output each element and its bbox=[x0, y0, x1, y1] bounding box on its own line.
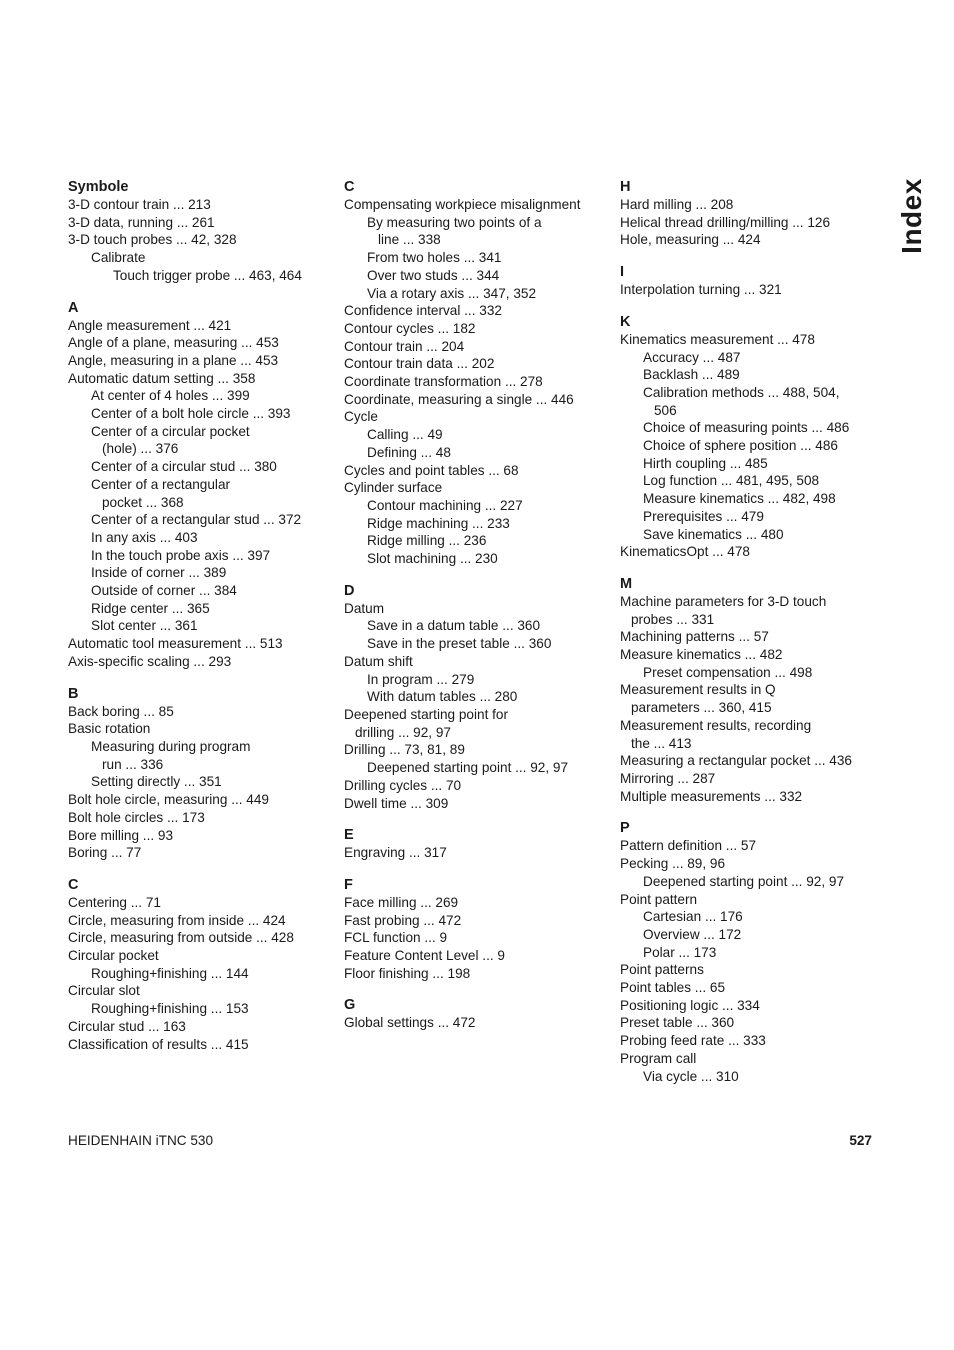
section-letter-heading: G bbox=[344, 997, 356, 1014]
index-subentry bbox=[620, 472, 888, 490]
index-entry bbox=[620, 593, 888, 628]
section-letter-heading: K bbox=[620, 313, 631, 330]
index-subentry bbox=[344, 617, 612, 635]
index-subentry bbox=[620, 455, 888, 473]
index-entry-continuation: run ... 336 bbox=[102, 756, 164, 772]
index-section bbox=[344, 826, 612, 862]
index-subentry bbox=[68, 529, 336, 547]
index-subentry bbox=[620, 873, 888, 891]
index-entry-text: Basic rotation bbox=[68, 721, 151, 737]
index-entry bbox=[68, 317, 336, 335]
index-entry-text: Preset compensation ... 498 bbox=[643, 664, 813, 680]
index-entry-text: Coordinate, measuring a single ... 446 bbox=[344, 391, 574, 407]
index-entry bbox=[620, 1014, 888, 1032]
index-subentry bbox=[620, 926, 888, 944]
index-entry bbox=[620, 331, 888, 349]
index-entry bbox=[68, 214, 336, 232]
index-entry-text: Circular stud ... 163 bbox=[68, 1018, 186, 1034]
index-entry bbox=[344, 795, 612, 813]
section-letter-heading: I bbox=[620, 264, 625, 281]
index-entry-text: Accuracy ... 487 bbox=[643, 349, 741, 365]
index-entry-text: At center of 4 holes ... 399 bbox=[91, 388, 250, 404]
index-entry-text: Backlash ... 489 bbox=[643, 367, 740, 383]
index-entry-text: Bolt hole circle, measuring ... 449 bbox=[68, 792, 269, 808]
index-entry-text: Measure kinematics ... 482, 498 bbox=[643, 491, 836, 507]
index-entry bbox=[620, 891, 888, 909]
index-subentry bbox=[68, 738, 336, 773]
index-entry bbox=[620, 788, 888, 806]
side-title-text: Index bbox=[896, 178, 927, 254]
index-entry-text: Mirroring ... 287 bbox=[620, 770, 716, 786]
index-subentry bbox=[68, 617, 336, 635]
index-entry bbox=[68, 929, 336, 947]
footer-page-number: 527 bbox=[849, 1133, 872, 1148]
index-entry-text: Choice of sphere position ... 486 bbox=[643, 438, 838, 454]
index-entry bbox=[344, 894, 612, 912]
section-letter-heading: M bbox=[620, 575, 633, 592]
index-section bbox=[344, 582, 612, 812]
index-subentry bbox=[344, 285, 612, 303]
index-column-1 bbox=[68, 178, 336, 1067]
index-entry bbox=[344, 462, 612, 480]
index-entry bbox=[620, 717, 888, 752]
index-subentry bbox=[620, 437, 888, 455]
index-entry bbox=[68, 370, 336, 388]
index-entry-text: Angle measurement ... 421 bbox=[68, 317, 232, 333]
index-entry-continuation: parameters ... 360, 415 bbox=[631, 700, 772, 716]
index-entry-text: Angle of a plane, measuring ... 453 bbox=[68, 335, 279, 351]
index-entry bbox=[68, 894, 336, 912]
index-entry-text: Save in the preset table ... 360 bbox=[367, 636, 552, 652]
index-entry-text: Bolt hole circles ... 173 bbox=[68, 809, 205, 825]
index-entry-text: Cylinder surface bbox=[344, 480, 443, 496]
index-entry bbox=[620, 770, 888, 788]
index-entry-text: Measuring a rectangular pocket ... 436 bbox=[620, 753, 852, 769]
index-entry-text: Circular pocket bbox=[68, 948, 159, 964]
index-entry bbox=[68, 912, 336, 930]
index-entry bbox=[620, 961, 888, 979]
index-subentry bbox=[68, 1000, 336, 1018]
index-section bbox=[620, 178, 888, 249]
index-subentry bbox=[344, 759, 612, 777]
index-entry bbox=[620, 1032, 888, 1050]
index-entry-text: Hole, measuring ... 424 bbox=[620, 232, 761, 248]
index-entry bbox=[620, 543, 888, 561]
index-entry-text: Cartesian ... 176 bbox=[643, 909, 743, 925]
index-entry bbox=[344, 373, 612, 391]
index-entry-text: Fast probing ... 472 bbox=[344, 912, 462, 928]
index-entry bbox=[344, 741, 612, 759]
index-entry-text: Boring ... 77 bbox=[68, 845, 142, 861]
index-entry bbox=[68, 334, 336, 352]
index-entry bbox=[344, 706, 612, 741]
index-subentry bbox=[68, 600, 336, 618]
index-entry-text: Polar ... 173 bbox=[643, 944, 717, 960]
section-letter-heading: E bbox=[344, 827, 354, 844]
index-entry-text: Contour train ... 204 bbox=[344, 338, 465, 354]
index-entry-text: Angle, measuring in a plane ... 453 bbox=[68, 352, 279, 368]
side-title bbox=[892, 180, 932, 252]
index-entry-text: Machining patterns ... 57 bbox=[620, 629, 769, 645]
index-entry-text: In the touch probe axis ... 397 bbox=[91, 547, 271, 563]
index-entry-text: Center of a circular stud ... 380 bbox=[91, 459, 277, 475]
section-letter-heading: F bbox=[344, 876, 353, 893]
index-entry bbox=[344, 391, 612, 409]
index-subentry bbox=[620, 908, 888, 926]
section-letter-heading: Symbole bbox=[68, 179, 129, 195]
index-subentry bbox=[620, 366, 888, 384]
index-section bbox=[68, 299, 336, 671]
index-entry-text: Interpolation turning ... 321 bbox=[620, 282, 782, 298]
index-subentry bbox=[68, 547, 336, 565]
index-entry bbox=[68, 791, 336, 809]
index-entry-text: Dwell time ... 309 bbox=[344, 795, 449, 811]
index-entry-text: In program ... 279 bbox=[367, 671, 475, 687]
index-entry bbox=[68, 809, 336, 827]
index-entry-text: Feature Content Level ... 9 bbox=[344, 948, 505, 964]
index-entry-text: Hirth coupling ... 485 bbox=[643, 455, 768, 471]
index-subentry bbox=[68, 564, 336, 582]
index-subentry bbox=[344, 267, 612, 285]
index-entry-continuation: line ... 338 bbox=[378, 232, 441, 248]
index-entry-text: Drilling ... 73, 81, 89 bbox=[344, 742, 465, 758]
section-letter-heading: A bbox=[68, 299, 79, 316]
index-subentry bbox=[344, 532, 612, 550]
index-entry bbox=[620, 979, 888, 997]
index-subentry bbox=[620, 349, 888, 367]
footer-product-name: HEIDENHAIN iTNC 530 bbox=[68, 1133, 214, 1148]
index-entry-text: Calling ... 49 bbox=[367, 427, 443, 443]
index-entry bbox=[620, 1050, 888, 1068]
index-entry bbox=[68, 1036, 336, 1054]
index-entry bbox=[620, 628, 888, 646]
index-section bbox=[68, 876, 336, 1053]
index-entry bbox=[344, 965, 612, 983]
index-entry bbox=[68, 352, 336, 370]
index-subentry bbox=[68, 423, 336, 458]
index-entry bbox=[620, 231, 888, 249]
index-entry-text: Circle, measuring from inside ... 424 bbox=[68, 912, 286, 928]
index-entry-text: In any axis ... 403 bbox=[91, 529, 198, 545]
index-entry-text: Kinematics measurement ... 478 bbox=[620, 331, 815, 347]
index-entry bbox=[68, 653, 336, 671]
index-entry-text: Pattern definition ... 57 bbox=[620, 838, 757, 854]
index-entry-text: Cycle bbox=[344, 409, 378, 425]
index-entry-text: Datum shift bbox=[344, 653, 413, 669]
index-entry bbox=[344, 777, 612, 795]
index-column-3 bbox=[620, 178, 888, 1099]
index-entry-text: Centering ... 71 bbox=[68, 894, 161, 910]
index-entry-text: Hard milling ... 208 bbox=[620, 197, 734, 212]
index-subentry bbox=[68, 476, 336, 511]
index-entry-text: Cycles and point tables ... 68 bbox=[344, 462, 519, 478]
index-subentry bbox=[620, 384, 888, 419]
index-subentry bbox=[344, 426, 612, 444]
index-subentry bbox=[68, 458, 336, 476]
index-subentry bbox=[344, 635, 612, 653]
index-entry-text: Positioning logic ... 334 bbox=[620, 997, 760, 1013]
index-subentry bbox=[68, 773, 336, 791]
index-entry-text: Roughing+finishing ... 153 bbox=[91, 1001, 249, 1017]
index-section bbox=[344, 996, 612, 1032]
index-section bbox=[344, 178, 612, 568]
index-entry-text: Center of a circular pocket bbox=[91, 423, 250, 439]
index-entry-text: Pecking ... 89, 96 bbox=[620, 856, 726, 872]
index-entry-text: Measuring during program bbox=[91, 738, 251, 754]
index-entry-text: Slot machining ... 230 bbox=[367, 551, 498, 567]
index-entry bbox=[68, 231, 336, 249]
index-subentry bbox=[344, 249, 612, 267]
index-entry bbox=[344, 338, 612, 356]
index-entry-text: Coordinate transformation ... 278 bbox=[344, 374, 543, 390]
index-entry bbox=[344, 196, 612, 214]
index-entry bbox=[68, 827, 336, 845]
index-section bbox=[620, 575, 888, 805]
index-entry-text: Contour train data ... 202 bbox=[344, 356, 495, 372]
index-entry-text: Face milling ... 269 bbox=[344, 894, 459, 910]
index-entry-text: Via cycle ... 310 bbox=[643, 1068, 739, 1084]
index-subentry bbox=[344, 671, 612, 689]
section-letter-heading: B bbox=[68, 685, 79, 702]
index-entry-text: Measurement results in Q bbox=[620, 682, 776, 698]
index-subentry bbox=[620, 508, 888, 526]
index-subentry bbox=[344, 444, 612, 462]
index-entry-text: Deepened starting point ... 92, 97 bbox=[367, 760, 569, 776]
index-entry-text: Slot center ... 361 bbox=[91, 618, 198, 634]
index-entry bbox=[620, 997, 888, 1015]
index-entry-text: Circular slot bbox=[68, 983, 140, 999]
index-entry bbox=[68, 196, 336, 214]
index-subentry bbox=[68, 249, 336, 267]
index-entry bbox=[68, 844, 336, 862]
index-entry-text: By measuring two points of a bbox=[367, 214, 542, 230]
index-entry-text: Inside of corner ... 389 bbox=[91, 565, 227, 581]
index-entry-text: Circle, measuring from outside ... 428 bbox=[68, 930, 294, 946]
index-entry bbox=[344, 479, 612, 497]
index-subentry bbox=[620, 1068, 888, 1086]
index-subentry bbox=[620, 526, 888, 544]
index-entry-continuation: (hole) ... 376 bbox=[102, 441, 179, 457]
index-entry-text: Prerequisites ... 479 bbox=[643, 508, 764, 524]
index-entry-text: Contour cycles ... 182 bbox=[344, 320, 476, 336]
index-entry-text: Point patterns bbox=[620, 962, 704, 978]
index-entry bbox=[344, 355, 612, 373]
index-entry bbox=[344, 302, 612, 320]
index-subentry bbox=[68, 405, 336, 423]
index-subentry bbox=[344, 515, 612, 533]
index-subentry bbox=[68, 511, 336, 529]
index-entry-text: Automatic tool measurement ... 513 bbox=[68, 636, 283, 652]
index-entry-text: Save kinematics ... 480 bbox=[643, 526, 784, 542]
index-entry-text: Classification of results ... 415 bbox=[68, 1036, 249, 1052]
index-entry-text: Helical thread drilling/milling ... 126 bbox=[620, 214, 831, 230]
index-entry bbox=[68, 635, 336, 653]
index-entry bbox=[620, 681, 888, 716]
index-entry-text: 3-D data, running ... 261 bbox=[68, 214, 215, 230]
index-entry-text: Machine parameters for 3-D touch bbox=[620, 593, 827, 609]
index-entry bbox=[620, 646, 888, 664]
index-entry-text: Multiple measurements ... 332 bbox=[620, 788, 803, 804]
index-entry-text: Defining ... 48 bbox=[367, 444, 451, 460]
index-entry bbox=[344, 929, 612, 947]
index-entry-text: 3-D contour train ... 213 bbox=[68, 197, 211, 212]
index-entry-continuation: 506 bbox=[654, 402, 677, 418]
index-subentry bbox=[68, 582, 336, 600]
index-entry-text: Point pattern bbox=[620, 891, 698, 907]
index-entry-text: Engraving ... 317 bbox=[344, 845, 447, 861]
index-entry-text: Roughing+finishing ... 144 bbox=[91, 965, 249, 981]
index-entry-text: Ridge milling ... 236 bbox=[367, 533, 487, 549]
index-entry-text: From two holes ... 341 bbox=[367, 250, 502, 266]
index-section bbox=[620, 819, 888, 1085]
index-entry-text: Floor finishing ... 198 bbox=[344, 965, 471, 981]
index-entry bbox=[344, 947, 612, 965]
index-section bbox=[68, 685, 336, 862]
index-entry bbox=[620, 196, 888, 214]
index-subentry bbox=[68, 387, 336, 405]
index-entry bbox=[344, 912, 612, 930]
index-entry-continuation: the ... 413 bbox=[631, 735, 692, 751]
index-entry-continuation: probes ... 331 bbox=[631, 611, 715, 627]
index-subentry bbox=[344, 550, 612, 568]
section-letter-heading: P bbox=[620, 820, 630, 837]
index-entry-text: Bore milling ... 93 bbox=[68, 827, 174, 843]
index-entry-text: Datum bbox=[344, 600, 385, 616]
index-entry-text: Center of a bolt hole circle ... 393 bbox=[91, 406, 291, 422]
index-entry-text: Preset table ... 360 bbox=[620, 1015, 735, 1031]
index-entry-text: Center of a rectangular bbox=[91, 476, 231, 492]
index-entry bbox=[620, 281, 888, 299]
index-entry-text: Over two studs ... 344 bbox=[367, 267, 500, 283]
index-entry-text: Log function ... 481, 495, 508 bbox=[643, 473, 820, 489]
index-entry bbox=[68, 703, 336, 721]
index-entry-continuation: drilling ... 92, 97 bbox=[355, 724, 451, 740]
index-entry-text: 3-D touch probes ... 42, 328 bbox=[68, 232, 237, 248]
index-entry-text: Axis-specific scaling ... 293 bbox=[68, 653, 232, 669]
index-entry bbox=[344, 1014, 612, 1032]
index-entry-text: Point tables ... 65 bbox=[620, 980, 726, 996]
section-letter-heading: C bbox=[68, 876, 79, 893]
section-letter-heading: C bbox=[344, 179, 355, 195]
index-entry-continuation: pocket ... 368 bbox=[102, 494, 184, 510]
index-subentry bbox=[344, 214, 612, 249]
index-entry-text: FCL function ... 9 bbox=[344, 930, 448, 946]
index-subentry bbox=[620, 490, 888, 508]
index-column-2 bbox=[344, 178, 612, 1046]
index-entry-text: Calibration methods ... 488, 504, bbox=[643, 384, 840, 400]
index-entry-text: Via a rotary axis ... 347, 352 bbox=[367, 285, 537, 301]
index-subentry bbox=[620, 419, 888, 437]
index-entry-text: Deepened starting point for bbox=[344, 706, 508, 722]
index-subentry bbox=[344, 688, 612, 706]
index-entry-text: Ridge center ... 365 bbox=[91, 600, 210, 616]
index-entry-text: With datum tables ... 280 bbox=[367, 689, 518, 705]
index-entry-text: Ridge machining ... 233 bbox=[367, 515, 510, 531]
index-entry-text: Confidence interval ... 332 bbox=[344, 303, 502, 319]
index-entry bbox=[344, 844, 612, 862]
index-entry bbox=[344, 320, 612, 338]
index-subentry bbox=[68, 965, 336, 983]
index-entry bbox=[620, 837, 888, 855]
index-entry-text: Compensating workpiece misalignment bbox=[344, 197, 581, 212]
index-section bbox=[344, 876, 612, 983]
index-entry-text: Choice of measuring points ... 486 bbox=[643, 420, 850, 436]
index-section bbox=[620, 263, 888, 299]
section-letter-heading: D bbox=[344, 582, 355, 599]
index-entry-text: Setting directly ... 351 bbox=[91, 774, 222, 790]
index-entry bbox=[68, 1018, 336, 1036]
index-entry-text: Measure kinematics ... 482 bbox=[620, 647, 783, 663]
index-entry-text: Outside of corner ... 384 bbox=[91, 583, 237, 599]
section-letter-heading: H bbox=[620, 179, 631, 195]
index-entry-text: Touch trigger probe ... 463, 464 bbox=[113, 267, 302, 283]
index-entry-text: Deepened starting point ... 92, 97 bbox=[643, 873, 845, 889]
index-entry bbox=[344, 408, 612, 426]
index-entry-text: Program call bbox=[620, 1050, 697, 1066]
index-entry-text: Calibrate bbox=[91, 250, 146, 266]
index-entry bbox=[68, 982, 336, 1000]
index-section bbox=[68, 178, 336, 285]
index-entry-text: Back boring ... 85 bbox=[68, 703, 174, 719]
index-subentry bbox=[620, 664, 888, 682]
index-entry bbox=[68, 720, 336, 738]
index-entry bbox=[620, 752, 888, 770]
index-entry bbox=[68, 947, 336, 965]
index-entry bbox=[620, 214, 888, 232]
index-entry bbox=[620, 855, 888, 873]
index-section bbox=[620, 313, 888, 561]
index-entry bbox=[344, 600, 612, 618]
index-entry-text: KinematicsOpt ... 478 bbox=[620, 544, 750, 560]
index-entry-text: Global settings ... 472 bbox=[344, 1015, 476, 1031]
index-entry bbox=[344, 653, 612, 671]
index-subentry bbox=[68, 267, 336, 285]
index-entry-text: Center of a rectangular stud ... 372 bbox=[91, 512, 302, 528]
index-subentry bbox=[344, 497, 612, 515]
index-entry-text: Save in a datum table ... 360 bbox=[367, 618, 541, 634]
index-entry-text: Probing feed rate ... 333 bbox=[620, 1033, 766, 1049]
index-entry-text: Automatic datum setting ... 358 bbox=[68, 370, 256, 386]
index-entry-text: Drilling cycles ... 70 bbox=[344, 777, 462, 793]
index-entry-text: Overview ... 172 bbox=[643, 926, 742, 942]
index-entry-text: Contour machining ... 227 bbox=[367, 497, 523, 513]
index-entry-text: Measurement results, recording bbox=[620, 717, 812, 733]
index-subentry bbox=[620, 944, 888, 962]
